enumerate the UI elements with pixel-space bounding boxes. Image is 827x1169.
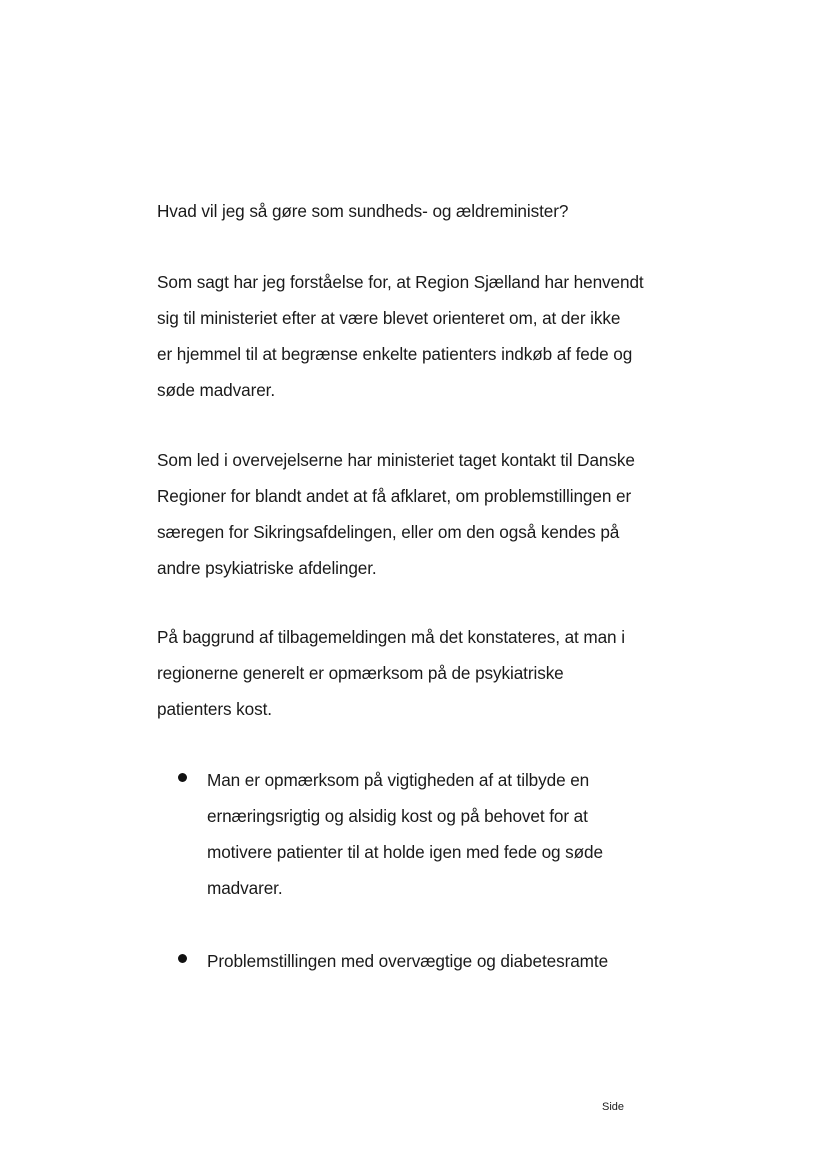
bullet-item-2 [178,943,658,979]
bullet-icon [178,954,187,963]
bullet-icon [178,773,187,782]
paragraph-1 [157,264,677,408]
bullet-line: madvarer. [207,878,283,898]
paragraph-line: På baggrund af tilbagemeldingen må det konstateres, at man i [157,627,625,647]
bullet-line: ernæringsrigtig og alsidig kost og på behovet for at [207,806,588,826]
paragraph-3 [157,619,677,727]
bullet-line: Man er opmærksom på vigtigheden af at tilbyde en [207,770,590,790]
paragraph-line: særegen for Sikringsafdelingen, eller om den også kendes på [157,522,620,542]
bullet-line: Problemstillingen med overvægtige og diabetesramte [207,951,609,971]
bullet-text [207,762,603,906]
paragraph-line: Som led i overvejelserne har ministeriet taget kontakt til Danske [157,450,635,470]
paragraph-line: er hjemmel til at begrænse enkelte patienters indkøb af fede og [157,344,633,364]
paragraph-line: andre psykiatriske afdelinger. [157,558,377,578]
paragraph-line: søde madvarer. [157,380,276,400]
bullet-line: motivere patienter til at holde igen med fede og søde [207,842,603,862]
paragraph-2 [157,442,677,586]
heading-line: Hvad vil jeg så gøre som sundheds- og ældreminister? [157,201,569,221]
bullet-item-1 [178,762,658,906]
section-heading [157,193,677,229]
paragraph-line: patienters kost. [157,699,272,719]
page-footer-label: Side [602,1101,625,1113]
paragraph-line: sig til ministeriet efter at være blevet orienteret om, at der ikke [157,308,621,328]
paragraph-line: Regioner for blandt andet at få afklaret, om problemstillingen er [157,486,632,506]
paragraph-line: regionerne generelt er opmærksom på de psykiatriske [157,663,564,683]
bullet-text [207,943,608,979]
paragraph-line: Som sagt har jeg forståelse for, at Region Sjælland har henvendt [157,272,644,292]
